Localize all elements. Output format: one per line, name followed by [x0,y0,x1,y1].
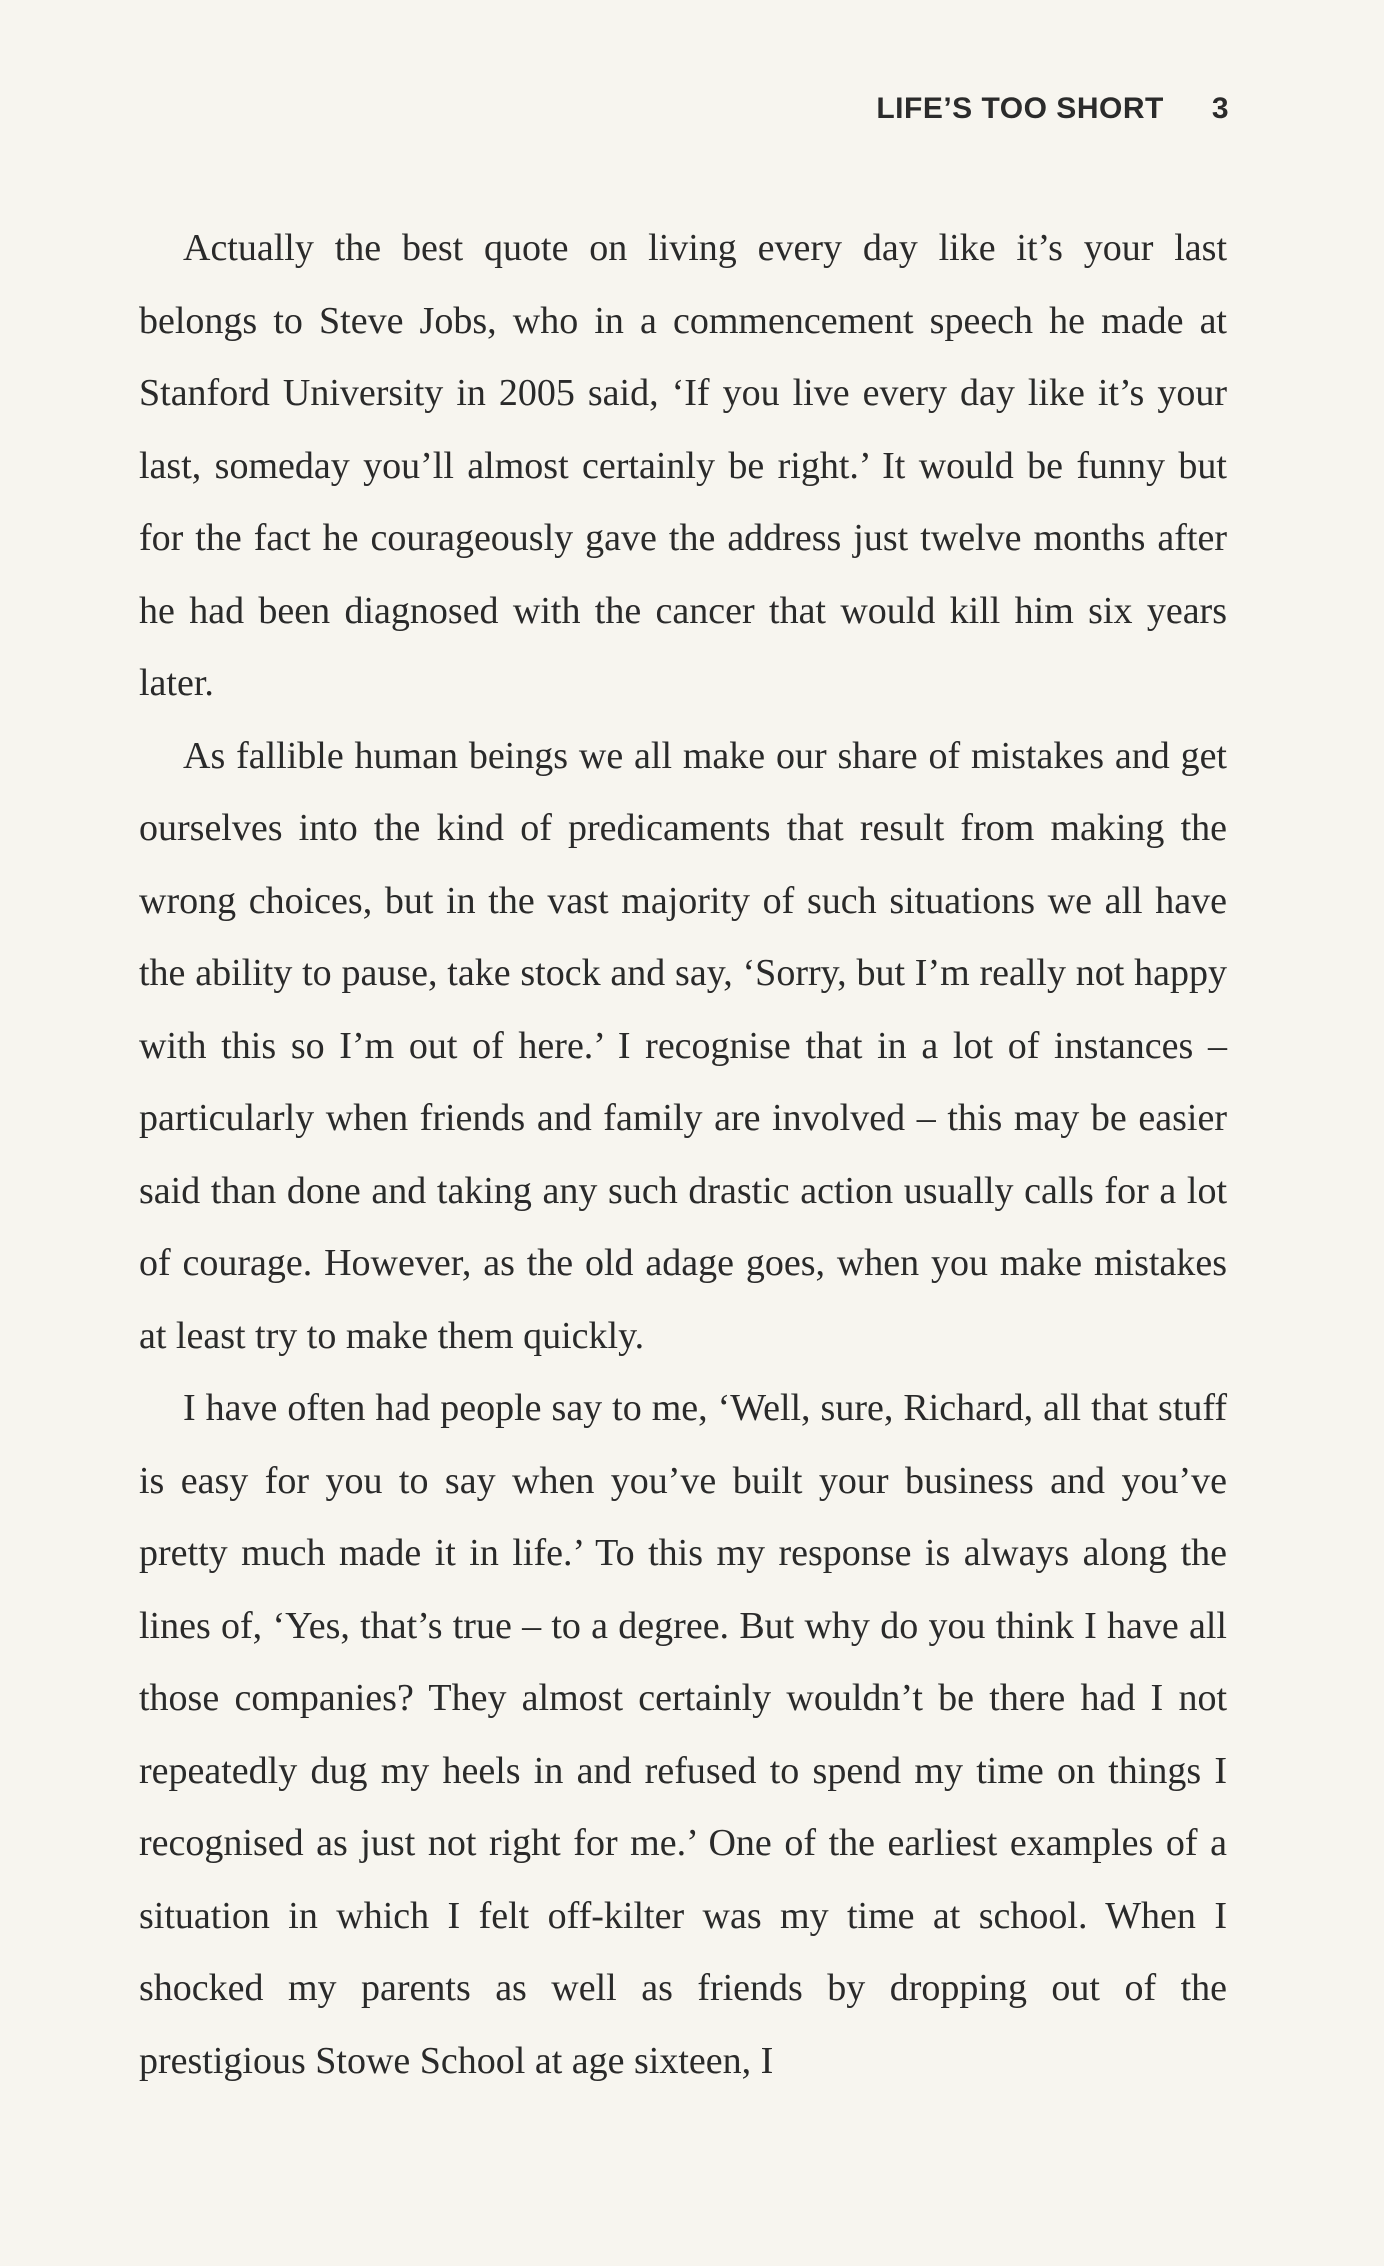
body-text [139,212,1227,2097]
paragraph-1: Actually the best quote on living every day like it’s your last belongs to Steve Jobs, who in a commencement speech he made at Stanford University in 2005 said, ‘If you live every day like it’s your last, someday you’ll almost certainly be right.’ It would be funny but for the fact he courageously gave the address just twelve months after he had been diagnosed with the cancer that would kill him six years later. [139,227,1227,704]
paragraph-2: As fallible human beings we all make our share of mistakes and get ourselves into the kind of predicaments that result from making the wrong choices, but in the vast majority of such situations we all have the ability to pause, take stock and say, ‘Sorry, but I’m really not happy with this so I’m out of here.’ I recognise that in a lot of instances – particularly when friends and family are involved – this may be easier said than done and taking any such drastic action usually calls for a lot of courage. However, as the old adage goes, when you make mistakes at least try to make them quickly. [139,734,1227,1357]
paragraph-3: I have often had people say to me, ‘Well, sure, Richard, all that stuff is easy for you to say when you’ve built your business and you’ve pretty much made it in life.’ To this my response is always along the lines of, ‘Yes, that’s true – to a degree. But why do you think I have all those companies? They almost certainly wouldn’t be there had I not repeatedly dug my heels in and refused to spend my time on things I recognised as just not right for me.’ One of the earliest examples of a situation in which I felt off-kilter was my time at school. When I shocked my parents as well as friends by dropping out of the prestigious Stowe School at age sixteen, I [139,1387,1227,2082]
running-head [876,92,1229,126]
page-number: 3 [1211,92,1229,125]
running-title: LIFE’S TOO SHORT [876,92,1164,125]
